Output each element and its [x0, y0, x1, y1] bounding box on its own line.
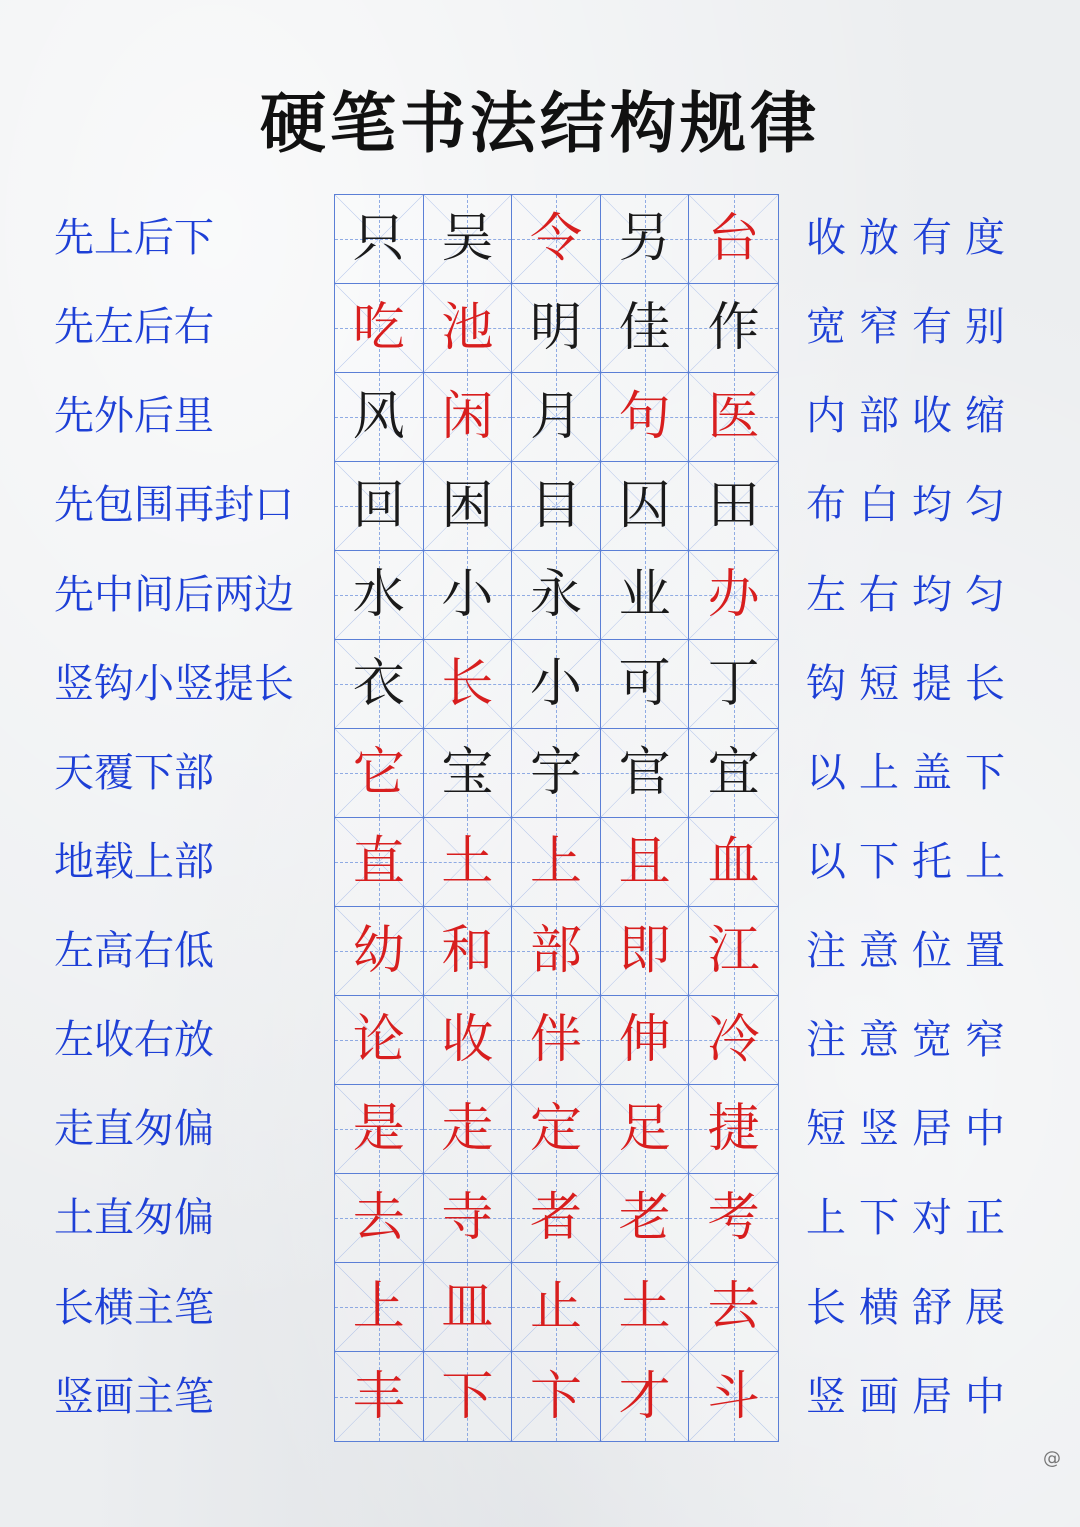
grid-cell	[335, 1174, 424, 1263]
grid-character: 下	[441, 1366, 494, 1427]
grid-character: 办	[707, 565, 760, 625]
grid-character: 直	[352, 832, 405, 892]
grid-cell	[512, 1174, 601, 1263]
grid-cell	[512, 1085, 601, 1174]
right-rule-9: 注意位置	[806, 928, 1018, 974]
grid-cell	[512, 462, 601, 551]
left-rule-3: 先外后里	[54, 393, 214, 440]
grid-cell	[424, 284, 513, 373]
grid-character: 去	[352, 1188, 405, 1248]
grid-cell	[512, 551, 601, 640]
grid-character: 宇	[529, 743, 582, 803]
grid-character: 和	[441, 921, 494, 981]
grid-character: 田	[707, 476, 760, 536]
grid-character: 业	[618, 565, 671, 625]
grid-character: 丰	[352, 1366, 405, 1427]
grid-cell	[424, 1263, 513, 1352]
watermark: @	[1043, 1448, 1062, 1469]
grid-character: 宜	[707, 743, 760, 803]
grid-character: 明	[529, 298, 582, 358]
grid-character: 闲	[441, 387, 494, 447]
grid-cell	[424, 1085, 513, 1174]
grid-character: 寺	[441, 1188, 494, 1248]
right-rule-10: 注意宽窄	[806, 1017, 1018, 1064]
right-rule-5: 左右均匀	[806, 571, 1018, 618]
grid-cell	[601, 1263, 690, 1352]
grid-character: 风	[352, 387, 405, 447]
grid-cell	[335, 195, 424, 284]
grid-cell	[335, 1263, 424, 1352]
grid-cell	[601, 551, 690, 640]
grid-cell	[689, 996, 778, 1085]
right-rule-13: 长横舒展	[806, 1284, 1018, 1331]
left-rule-12: 土直匆偏	[54, 1195, 214, 1242]
right-rule-7: 以上盖下	[806, 749, 1018, 796]
grid-cell	[424, 907, 513, 996]
grid-character: 捷	[707, 1099, 760, 1159]
grid-cell	[601, 373, 690, 462]
grid-character: 定	[529, 1099, 582, 1159]
left-rule-13: 长横主笔	[54, 1284, 214, 1331]
grid-character: 去	[707, 1277, 760, 1337]
grid-cell	[424, 195, 513, 284]
left-rule-6: 竖钩小竖提长	[54, 660, 294, 707]
grid-cell	[335, 729, 424, 818]
grid-cell	[335, 284, 424, 373]
grid-character: 台	[707, 209, 760, 269]
grid-cell	[335, 1085, 424, 1174]
grid-character: 卞	[529, 1366, 582, 1427]
left-rule-4: 先包围再封口	[54, 482, 294, 529]
grid-cell	[601, 1174, 690, 1263]
grid-character: 囚	[618, 476, 671, 536]
grid-character: 池	[441, 298, 494, 358]
grid-character: 月	[529, 387, 582, 447]
grid-cell	[689, 195, 778, 284]
grid-cell	[601, 1352, 690, 1441]
left-rule-14: 竖画主笔	[54, 1373, 214, 1420]
grid-character: 官	[618, 743, 671, 803]
right-rule-3: 内部收缩	[806, 393, 1018, 440]
grid-cell	[689, 284, 778, 373]
grid-character: 丁	[707, 654, 760, 714]
grid-character: 回	[352, 476, 405, 536]
grid-character: 收	[441, 1010, 494, 1070]
grid-cell	[335, 1352, 424, 1441]
character-grid	[334, 194, 779, 1442]
grid-cell	[424, 640, 513, 729]
grid-cell	[601, 907, 690, 996]
left-rule-2: 先左后右	[54, 304, 214, 351]
grid-cell	[689, 1085, 778, 1174]
left-rule-5: 先中间后两边	[54, 571, 294, 618]
right-rule-4: 布白均匀	[806, 482, 1018, 529]
grid-character: 才	[618, 1366, 671, 1427]
grid-cell	[601, 640, 690, 729]
grid-cell	[424, 729, 513, 818]
grid-cell	[601, 996, 690, 1085]
grid-character: 幼	[352, 921, 405, 981]
grid-character: 上	[529, 832, 582, 892]
grid-cell	[512, 996, 601, 1085]
grid-cell	[335, 818, 424, 907]
grid-cell	[512, 818, 601, 907]
grid-character: 只	[352, 209, 405, 269]
grid-character: 可	[618, 654, 671, 714]
grid-character: 是	[352, 1099, 405, 1159]
grid-cell	[512, 640, 601, 729]
right-rules-column	[806, 194, 1026, 1442]
left-rule-9: 左高右低	[54, 928, 214, 974]
grid-character: 困	[441, 476, 494, 536]
grid-character: 足	[618, 1099, 671, 1159]
grid-cell	[601, 1085, 690, 1174]
grid-cell	[424, 1352, 513, 1441]
grid-character: 即	[618, 921, 671, 981]
grid-cell	[601, 818, 690, 907]
grid-character: 医	[707, 387, 760, 447]
grid-cell	[689, 373, 778, 462]
grid-character: 伸	[618, 1010, 671, 1070]
grid-character: 永	[529, 565, 582, 625]
grid-character: 土	[441, 832, 494, 892]
grid-cell	[424, 996, 513, 1085]
grid-cell	[335, 640, 424, 729]
grid-character: 衣	[352, 654, 405, 714]
right-rule-1: 收放有度	[806, 215, 1018, 261]
grid-character: 小	[441, 565, 494, 625]
grid-character: 走	[441, 1099, 494, 1159]
grid-cell	[512, 729, 601, 818]
grid-character: 部	[529, 921, 582, 981]
right-rule-2: 宽窄有别	[806, 304, 1018, 351]
page-title: 硬笔书法结构规律	[260, 85, 820, 162]
grid-character: 论	[352, 1010, 405, 1070]
grid-character: 斗	[707, 1366, 760, 1427]
grid-cell	[601, 195, 690, 284]
left-rule-11: 走直匆偏	[54, 1106, 214, 1153]
grid-cell	[512, 1352, 601, 1441]
left-rule-10: 左收右放	[54, 1017, 214, 1064]
right-rule-6: 钩短提长	[806, 660, 1018, 707]
grid-character: 它	[352, 743, 405, 803]
grid-cell	[689, 729, 778, 818]
grid-cell	[512, 907, 601, 996]
grid-character: 水	[352, 565, 405, 625]
grid-cell	[335, 996, 424, 1085]
grid-cell	[424, 1174, 513, 1263]
grid-cell	[424, 818, 513, 907]
grid-cell	[335, 373, 424, 462]
grid-character: 作	[707, 298, 760, 358]
grid-character: 冷	[707, 1010, 760, 1070]
grid-cell	[689, 640, 778, 729]
grid-character: 宝	[441, 743, 494, 803]
grid-cell	[601, 462, 690, 551]
grid-cell	[689, 462, 778, 551]
grid-character: 江	[707, 921, 760, 981]
grid-character: 句	[618, 387, 671, 447]
grid-character: 者	[529, 1188, 582, 1248]
grid-cell	[424, 373, 513, 462]
grid-cell	[335, 462, 424, 551]
grid-cell	[424, 551, 513, 640]
grid-cell	[689, 818, 778, 907]
grid-character: 土	[618, 1277, 671, 1337]
grid-cell	[689, 1352, 778, 1441]
grid-character: 目	[529, 476, 582, 536]
grid-cell	[689, 1263, 778, 1352]
grid-cell	[601, 729, 690, 818]
left-rule-7: 天覆下部	[54, 749, 214, 796]
grid-character: 止	[529, 1277, 582, 1337]
grid-cell	[512, 1263, 601, 1352]
grid-character: 血	[707, 832, 760, 892]
grid-cell	[689, 907, 778, 996]
right-rule-8: 以下托上	[806, 838, 1018, 885]
grid-character: 吃	[352, 298, 405, 358]
grid-cell	[512, 284, 601, 373]
grid-cell	[689, 551, 778, 640]
grid-character: 令	[529, 209, 582, 269]
grid-character: 老	[618, 1188, 671, 1248]
grid-cell	[335, 907, 424, 996]
left-rules-column	[54, 194, 329, 1442]
grid-character: 小	[529, 654, 582, 714]
grid-character: 另	[618, 209, 671, 269]
right-rule-14: 竖画居中	[806, 1373, 1018, 1420]
grid-character: 佳	[618, 298, 671, 358]
grid-cell	[512, 195, 601, 284]
grid-character: 且	[618, 832, 671, 892]
grid-character: 皿	[441, 1277, 494, 1337]
left-rule-1: 先上后下	[54, 215, 214, 261]
grid-character: 长	[441, 654, 494, 714]
grid-cell	[689, 1174, 778, 1263]
grid-cell	[601, 284, 690, 373]
grid-cell	[335, 551, 424, 640]
grid-character: 伴	[529, 1010, 582, 1070]
grid-cell	[512, 373, 601, 462]
grid-character: 吴	[441, 209, 494, 269]
left-rule-8: 地载上部	[54, 838, 214, 885]
grid-cell	[424, 462, 513, 551]
right-rule-11: 短竖居中	[806, 1106, 1018, 1153]
right-rule-12: 上下对正	[806, 1195, 1018, 1242]
grid-character: 考	[707, 1188, 760, 1248]
grid-character: 上	[352, 1277, 405, 1337]
